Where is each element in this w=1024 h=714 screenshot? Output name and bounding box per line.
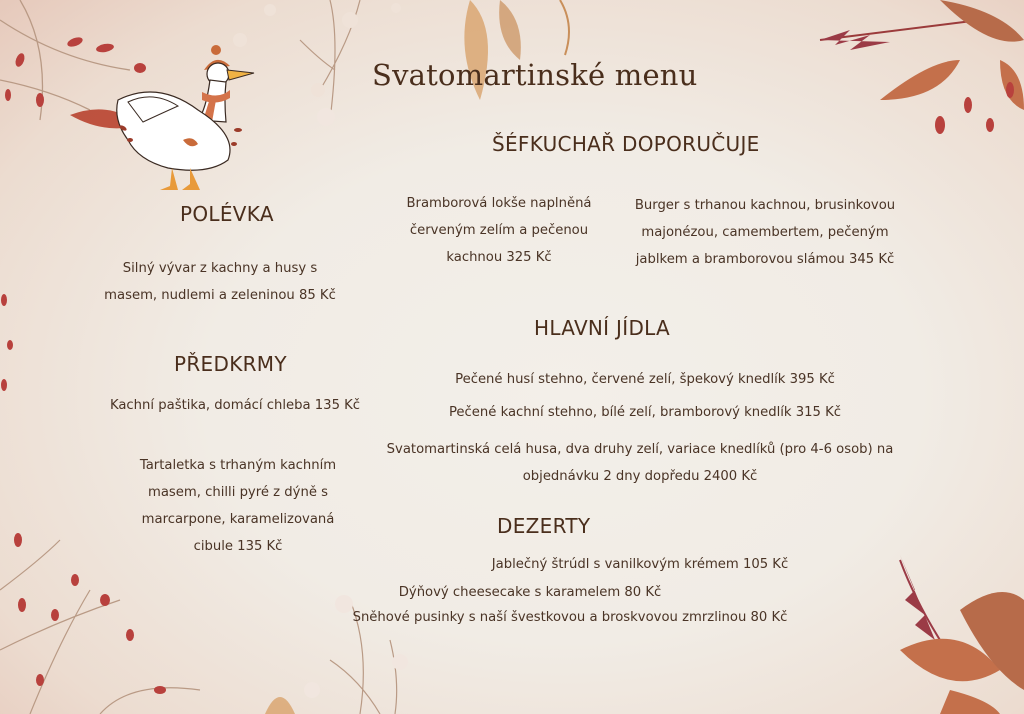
desserts-item-meringues: Sněhové pusinky s naší švestkovou a broskvovou zmrzlinou 80 Kč (352, 610, 788, 625)
desserts-heading: DEZERTY (497, 514, 591, 538)
desserts-item-strudel: Jablečný štrúdl s vanilkovým krémem 105 Kč (491, 557, 789, 572)
soup-item-line1: Silný vývar z kachny a husy s (122, 261, 318, 276)
chef-item-lokse-line1: Bramborová lokše naplněná (406, 196, 592, 211)
chef-item-burger-line2: majonézou, camembertem, pečeným (641, 225, 889, 240)
mains-item-goose-leg: Pečené husí stehno, červené zelí, špekový knedlík 395 Kč (455, 372, 835, 387)
starters-heading: PŘEDKRMY (174, 352, 287, 376)
chef-item-lokse-line2: červeným zelím a pečenou (409, 223, 589, 238)
starters-item-tartlet (118, 452, 358, 560)
chef-item-burger-line3: jablkem a bramborovou slámou 345 Kč (635, 252, 895, 267)
starters-item-tartlet-line2: masem, chilli pyré z dýně s (147, 485, 329, 500)
starters-item-tartlet-line1: Tartaletka s trhaným kachním (139, 458, 337, 473)
soup-item (90, 255, 350, 309)
chef-item-burger (620, 192, 910, 273)
menu-title: Svatomartinské menu (372, 58, 698, 92)
mains-heading: HLAVNÍ JÍDLA (534, 316, 671, 340)
mains-item-whole-goose-line1: Svatomartinská celá husa, dva druhy zelí, variace knedlíků (pro 4-6 osob) na (386, 442, 894, 457)
mains-item-whole-goose-line2: objednávku 2 dny dopředu 2400 Kč (522, 469, 758, 484)
chef-item-lokse (390, 190, 608, 271)
soup-item-line2: masem, nudlemi a zeleninou 85 Kč (104, 288, 336, 303)
soup-heading: POLÉVKA (180, 202, 274, 226)
starters-item-tartlet-line3: marcarpone, karamelizovaná (141, 512, 335, 527)
desserts-item-cheesecake: Dýňový cheesecake s karamelem 80 Kč (398, 585, 662, 600)
mains-item-duck-leg: Pečené kachní stehno, bílé zelí, bramborový knedlík 315 Kč (448, 405, 842, 420)
chef-item-lokse-line3: kachnou 325 Kč (446, 250, 552, 265)
starters-item-pate: Kachní paštika, domácí chleba 135 Kč (109, 398, 361, 413)
chef-recommends-heading: ŠÉFKUCHAŘ DOPORUČUJE (492, 132, 760, 156)
starters-item-tartlet-line4: cibule 135 Kč (193, 539, 283, 554)
mains-item-whole-goose (380, 436, 900, 490)
chef-item-burger-line1: Burger s trhanou kachnou, brusinkovou (634, 198, 896, 213)
goose-illustration (98, 40, 268, 200)
